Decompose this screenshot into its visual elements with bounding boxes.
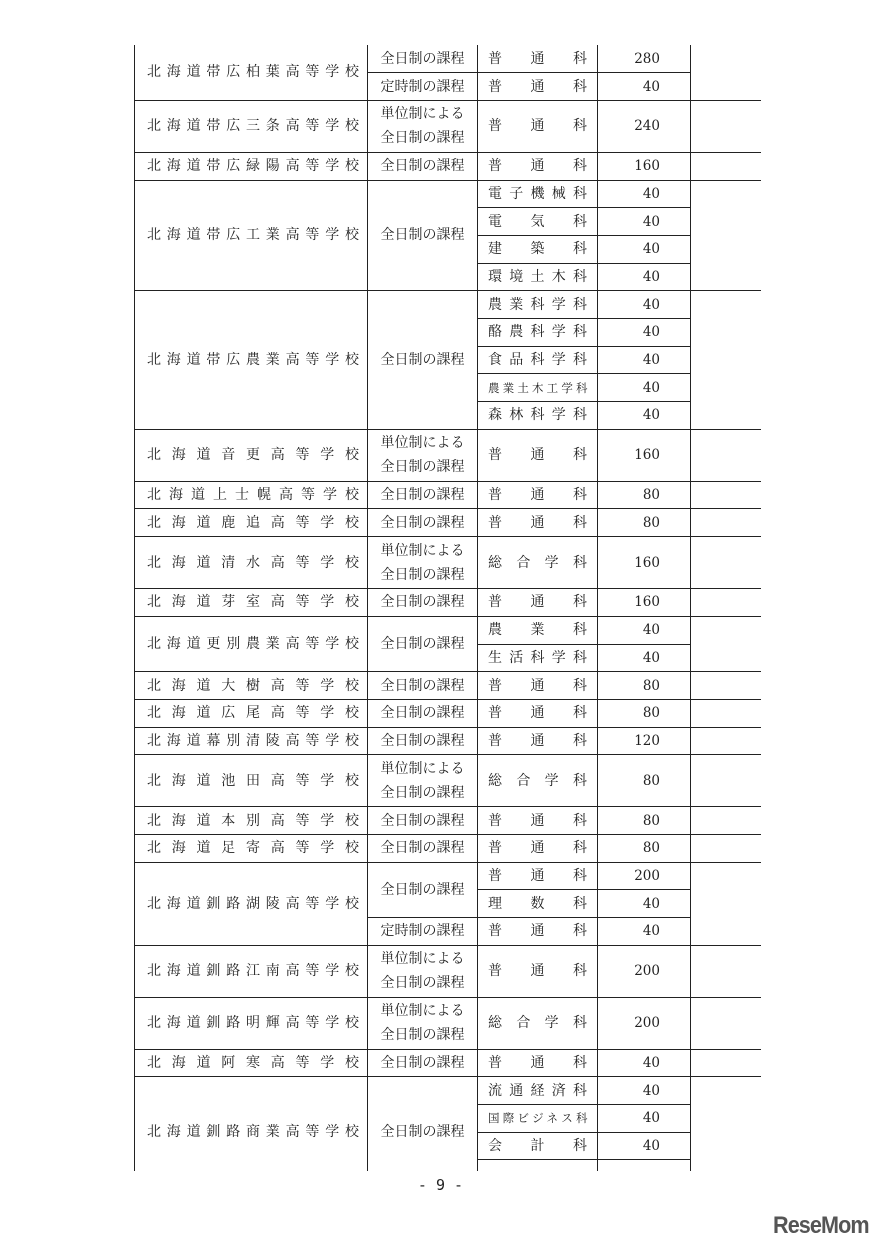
remarks-cell xyxy=(691,481,762,509)
course-type: 全日制の課程 xyxy=(368,180,478,291)
capacity: 200 xyxy=(598,945,691,997)
table-row xyxy=(135,834,762,862)
subject-name: 酪農科学科 xyxy=(478,319,598,347)
subject-name: 普通科 xyxy=(478,807,598,835)
capacity: 240 xyxy=(598,100,691,152)
capacity: 40 xyxy=(598,346,691,374)
course-type: 定時制の課程 xyxy=(368,918,478,946)
course-type: 全日制の課程 xyxy=(368,481,478,509)
remarks-cell xyxy=(691,997,762,1049)
school-name: 北海道釧路江南高等学校 xyxy=(135,945,368,997)
course-type: 全日制の課程 xyxy=(368,834,478,862)
remarks-cell xyxy=(691,862,762,945)
capacity: 160 xyxy=(598,589,691,617)
subject-name: 普通科 xyxy=(478,1049,598,1077)
course-type: 定時制の課程 xyxy=(368,73,478,101)
subject-name: 農業科 xyxy=(478,616,598,644)
subject-name: 会計科 xyxy=(478,1132,598,1160)
remarks-cell xyxy=(691,755,762,807)
remarks-cell xyxy=(691,152,762,180)
school-name: 北海道音更高等学校 xyxy=(135,429,368,481)
table-row xyxy=(135,481,762,509)
capacity: 40 xyxy=(598,918,691,946)
capacity: 40 xyxy=(598,1077,691,1105)
capacity: 40 xyxy=(598,1105,691,1133)
school-name: 北海道更別農業高等学校 xyxy=(135,616,368,671)
capacity: 40 xyxy=(598,263,691,291)
table-row xyxy=(135,699,762,727)
capacity: 160 xyxy=(598,152,691,180)
school-name: 北海道帯広柏葉高等学校 xyxy=(135,45,368,100)
course-type: 全日制の課程 xyxy=(368,45,478,73)
table-row xyxy=(135,180,762,208)
course-type: 単位制による 全日制の課程 xyxy=(368,755,478,807)
remarks-cell xyxy=(691,509,762,537)
course-type: 全日制の課程 xyxy=(368,152,478,180)
subject-name: 電気科 xyxy=(478,208,598,236)
table-row xyxy=(135,1049,762,1077)
table-row xyxy=(135,997,762,1049)
remarks-cell xyxy=(691,699,762,727)
school-name: 北海道釧路湖陵高等学校 xyxy=(135,862,368,945)
subject-name: 国際ビジネス科 xyxy=(478,1105,598,1133)
subject-name: 普通科 xyxy=(478,945,598,997)
school-name: 北海道池田高等学校 xyxy=(135,755,368,807)
capacity: 200 xyxy=(598,862,691,890)
subject-name: 普通科 xyxy=(478,429,598,481)
capacity: 80 xyxy=(598,834,691,862)
course-type: 全日制の課程 xyxy=(368,589,478,617)
school-name: 北海道帯広三条高等学校 xyxy=(135,100,368,152)
subject-name: 環境土木科 xyxy=(478,263,598,291)
table-row xyxy=(135,589,762,617)
remarks-cell xyxy=(691,1077,762,1171)
subject-name: 普通科 xyxy=(478,100,598,152)
capacity: 280 xyxy=(598,45,691,73)
school-name: 北海道清水高等学校 xyxy=(135,537,368,589)
capacity: 40 xyxy=(598,235,691,263)
remarks-cell xyxy=(691,727,762,755)
remarks-cell xyxy=(691,100,762,152)
school-name: 北海道帯広農業高等学校 xyxy=(135,291,368,429)
capacity: 40 xyxy=(598,402,691,430)
subject-name: 理数科 xyxy=(478,890,598,918)
capacity: 80 xyxy=(598,755,691,807)
capacity: 80 xyxy=(598,509,691,537)
capacity: 40 xyxy=(598,1132,691,1160)
school-name: 北海道釧路明輝高等学校 xyxy=(135,997,368,1049)
subject-name: 普通科 xyxy=(478,918,598,946)
course-type: 全日制の課程 xyxy=(368,616,478,671)
capacity: 160 xyxy=(598,537,691,589)
subject-name: 普通科 xyxy=(478,834,598,862)
school-name: 北海道芽室高等学校 xyxy=(135,589,368,617)
capacity xyxy=(598,1160,691,1171)
school-name: 北海道幕別清陵高等学校 xyxy=(135,727,368,755)
capacity: 160 xyxy=(598,429,691,481)
subject-name: 普通科 xyxy=(478,589,598,617)
capacity: 40 xyxy=(598,374,691,402)
remarks-cell xyxy=(691,945,762,997)
school-name: 北海道本別高等学校 xyxy=(135,807,368,835)
subject-name: 農業土木工学科 xyxy=(478,374,598,402)
page-number: - 9 - xyxy=(417,1176,464,1194)
course-type: 全日制の課程 xyxy=(368,1049,478,1077)
table-row xyxy=(135,862,762,890)
subject-name: 普通科 xyxy=(478,862,598,890)
capacity: 40 xyxy=(598,890,691,918)
table-row xyxy=(135,45,762,73)
capacity: 40 xyxy=(598,1049,691,1077)
capacity-table-container xyxy=(134,45,761,1171)
school-name: 北海道阿寒高等学校 xyxy=(135,1049,368,1077)
course-type: 全日制の課程 xyxy=(368,807,478,835)
table-row xyxy=(135,100,762,152)
school-name: 北海道帯広工業高等学校 xyxy=(135,180,368,291)
table-row xyxy=(135,672,762,700)
course-type: 単位制による 全日制の課程 xyxy=(368,945,478,997)
school-name: 北海道釧路商業高等学校 xyxy=(135,1077,368,1171)
remarks-cell xyxy=(691,807,762,835)
course-type: 全日制の課程 xyxy=(368,862,478,917)
subject-name: 普通科 xyxy=(478,727,598,755)
table-row xyxy=(135,807,762,835)
table-row xyxy=(135,616,762,644)
school-name: 北海道鹿追高等学校 xyxy=(135,509,368,537)
course-type: 全日制の課程 xyxy=(368,1077,478,1171)
table-row xyxy=(135,727,762,755)
remarks-cell xyxy=(691,45,762,100)
capacity: 40 xyxy=(598,180,691,208)
course-type: 全日制の課程 xyxy=(368,672,478,700)
subject-name: 流通経済科 xyxy=(478,1077,598,1105)
subject-name: 総合学科 xyxy=(478,997,598,1049)
capacity: 40 xyxy=(598,291,691,319)
subject-name: 普通科 xyxy=(478,45,598,73)
course-type: 全日制の課程 xyxy=(368,291,478,429)
subject-name: 建築科 xyxy=(478,235,598,263)
course-type: 全日制の課程 xyxy=(368,699,478,727)
subject-name: 普通科 xyxy=(478,672,598,700)
table-row xyxy=(135,429,762,481)
school-name: 北海道広尾高等学校 xyxy=(135,699,368,727)
capacity: 200 xyxy=(598,997,691,1049)
capacity: 40 xyxy=(598,644,691,672)
capacity: 40 xyxy=(598,616,691,644)
subject-name: 生活科学科 xyxy=(478,644,598,672)
course-type: 全日制の課程 xyxy=(368,727,478,755)
capacity: 80 xyxy=(598,672,691,700)
school-name: 北海道大樹高等学校 xyxy=(135,672,368,700)
remarks-cell xyxy=(691,589,762,617)
subject-name xyxy=(478,1160,598,1171)
remarks-cell xyxy=(691,537,762,589)
table-row xyxy=(135,755,762,807)
remarks-cell xyxy=(691,291,762,429)
subject-name: 森林科学科 xyxy=(478,402,598,430)
subject-name: 総合学科 xyxy=(478,755,598,807)
capacity: 80 xyxy=(598,481,691,509)
subject-name: 食品科学科 xyxy=(478,346,598,374)
subject-name: 電子機械科 xyxy=(478,180,598,208)
school-name: 北海道上士幌高等学校 xyxy=(135,481,368,509)
subject-name: 普通科 xyxy=(478,73,598,101)
remarks-cell xyxy=(691,834,762,862)
capacity: 40 xyxy=(598,208,691,236)
subject-name: 総合学科 xyxy=(478,537,598,589)
subject-name: 農業科学科 xyxy=(478,291,598,319)
course-type: 単位制による 全日制の課程 xyxy=(368,100,478,152)
remarks-cell xyxy=(691,1049,762,1077)
capacity: 40 xyxy=(598,319,691,347)
capacity: 80 xyxy=(598,699,691,727)
remarks-cell xyxy=(691,672,762,700)
remarks-cell xyxy=(691,429,762,481)
course-type: 単位制による 全日制の課程 xyxy=(368,537,478,589)
table-row xyxy=(135,509,762,537)
course-type: 全日制の課程 xyxy=(368,509,478,537)
school-name: 北海道足寄高等学校 xyxy=(135,834,368,862)
capacity: 80 xyxy=(598,807,691,835)
table-row xyxy=(135,945,762,997)
course-type: 単位制による 全日制の課程 xyxy=(368,997,478,1049)
capacity: 40 xyxy=(598,73,691,101)
course-type: 単位制による 全日制の課程 xyxy=(368,429,478,481)
table-row xyxy=(135,537,762,589)
remarks-cell xyxy=(691,616,762,671)
subject-name: 普通科 xyxy=(478,481,598,509)
table-row xyxy=(135,152,762,180)
resemom-logo: ReseMom xyxy=(773,1212,869,1239)
table-row xyxy=(135,291,762,319)
school-name: 北海道帯広緑陽高等学校 xyxy=(135,152,368,180)
subject-name: 普通科 xyxy=(478,509,598,537)
subject-name: 普通科 xyxy=(478,152,598,180)
subject-name: 普通科 xyxy=(478,699,598,727)
table-row xyxy=(135,1077,762,1105)
capacity: 120 xyxy=(598,727,691,755)
capacity-table xyxy=(134,45,761,1171)
remarks-cell xyxy=(691,180,762,291)
